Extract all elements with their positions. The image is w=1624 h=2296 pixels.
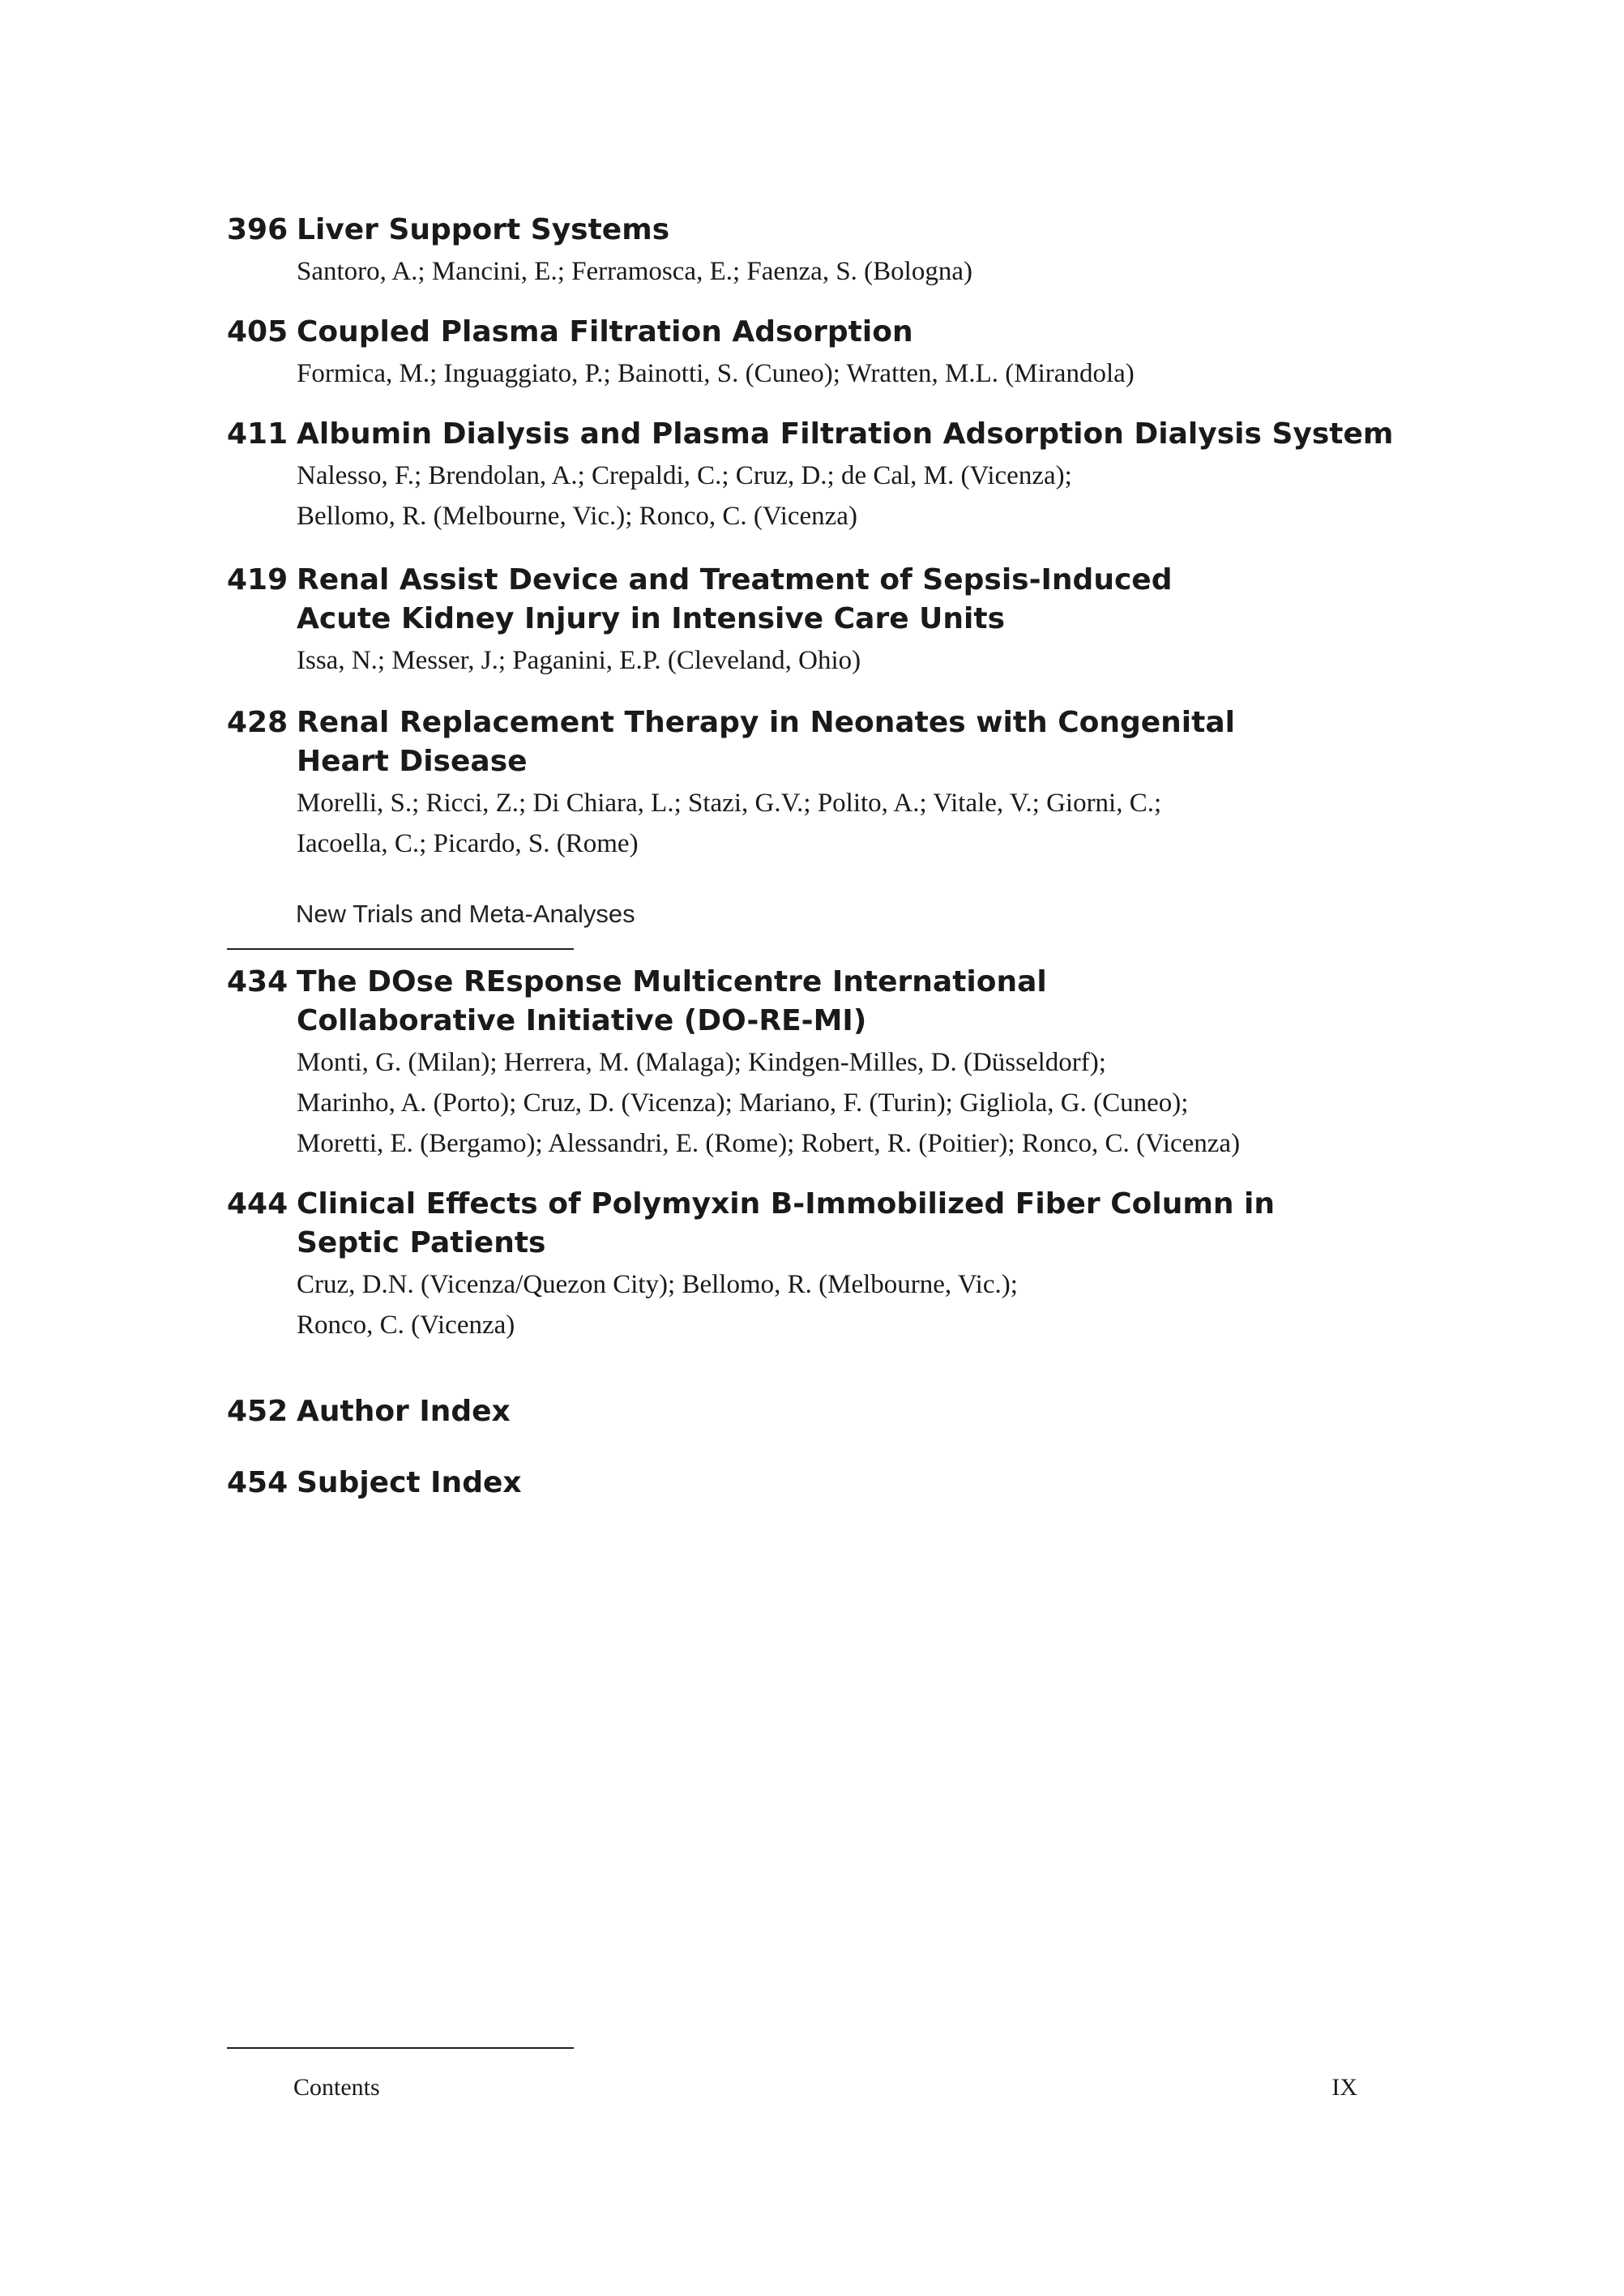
toc-entry[interactable] <box>227 703 1410 864</box>
entry-authors: Cruz, D.N. (Vicenza/Quezon City); Bellomo, R. (Melbourne, Vic.); <box>297 1270 1018 1299</box>
page-number: 396 <box>227 213 288 246</box>
entry-title: Heart Disease <box>297 745 528 778</box>
entry-title: Renal Assist Device and Treatment of Sepsis-Induced <box>297 563 1173 596</box>
entry-authors: Formica, M.; Inguaggiato, P.; Bainotti, S. (Cuneo); Wratten, M.L. (Mirandola) <box>297 359 1135 388</box>
footer-page-number: IX <box>1331 2074 1357 2101</box>
page-number: 411 <box>227 417 288 451</box>
entry-authors: Issa, N.; Messer, J.; Paganini, E.P. (Cleveland, Ohio) <box>297 646 861 675</box>
page-number: 444 <box>227 1187 288 1221</box>
toc-entry[interactable] <box>227 963 1410 1164</box>
toc-entry[interactable] <box>227 561 1410 681</box>
entry-authors: Morelli, S.; Ricci, Z.; Di Chiara, L.; Stazi, G.V.; Polito, A.; Vitale, V.; Giorni, C.; <box>297 789 1162 818</box>
entry-authors: Moretti, E. (Bergamo); Alessandri, E. (Rome); Robert, R. (Poitier); Ronco, C. (Vicenza) <box>297 1129 1241 1158</box>
entry-authors: Nalesso, F.; Brendolan, A.; Crepaldi, C.; Cruz, D.; de Cal, M. (Vicenza); <box>297 461 1072 490</box>
entry-title: Subject Index <box>297 1466 522 1499</box>
table-of-contents <box>227 211 1410 1503</box>
entry-authors: Ronco, C. (Vicenza) <box>297 1310 515 1340</box>
section-title: New Trials and Meta-Analyses <box>296 900 635 928</box>
entry-title: Clinical Effects of Polymyxin B-Immobilized Fiber Column in <box>297 1187 1275 1221</box>
entry-title: Acute Kidney Injury in Intensive Care Units <box>297 602 1006 635</box>
footer-running-title: Contents <box>293 2074 380 2101</box>
toc-entry[interactable] <box>227 415 1410 537</box>
toc-entry[interactable] <box>227 211 1410 292</box>
page-number: 434 <box>227 965 288 998</box>
entry-title: Author Index <box>297 1395 511 1428</box>
toc-entry-author-index[interactable] <box>227 1392 1410 1431</box>
page-footer <box>227 2047 1357 2104</box>
entry-title: Liver Support Systems <box>297 213 670 246</box>
section-heading <box>227 898 1410 950</box>
page-number: 405 <box>227 315 288 348</box>
entry-authors: Iacoella, C.; Picardo, S. (Rome) <box>297 829 639 858</box>
entry-title: Septic Patients <box>297 1226 546 1259</box>
entry-authors: Monti, G. (Milan); Herrera, M. (Malaga); Kindgen-Milles, D. (Düsseldorf); <box>297 1048 1106 1077</box>
entry-authors: Marinho, A. (Porto); Cruz, D. (Vicenza); Mariano, F. (Turin); Gigliola, G. (Cuneo); <box>297 1088 1189 1118</box>
entry-title: Albumin Dialysis and Plasma Filtration Adsorption Dialysis System <box>297 417 1394 451</box>
footer-divider <box>227 2047 574 2049</box>
section-divider <box>227 948 574 950</box>
entry-title: Renal Replacement Therapy in Neonates with Congenital <box>297 706 1235 739</box>
entry-title: The DOse REsponse Multicentre International <box>297 965 1047 998</box>
page-number: 452 <box>227 1395 288 1428</box>
page-number: 419 <box>227 563 288 596</box>
toc-entry-subject-index[interactable] <box>227 1464 1410 1503</box>
entry-title: Coupled Plasma Filtration Adsorption <box>297 315 913 348</box>
toc-entry[interactable] <box>227 313 1410 394</box>
page-number: 428 <box>227 706 288 739</box>
footer-row <box>227 2072 1357 2104</box>
page-number: 454 <box>227 1466 288 1499</box>
toc-entry[interactable] <box>227 1185 1410 1345</box>
entry-authors: Santoro, A.; Mancini, E.; Ferramosca, E.; Faenza, S. (Bologna) <box>297 257 972 286</box>
entry-title: Collaborative Initiative (DO-RE-MI) <box>297 1004 867 1037</box>
entry-authors: Bellomo, R. (Melbourne, Vic.); Ronco, C. (Vicenza) <box>297 502 857 531</box>
